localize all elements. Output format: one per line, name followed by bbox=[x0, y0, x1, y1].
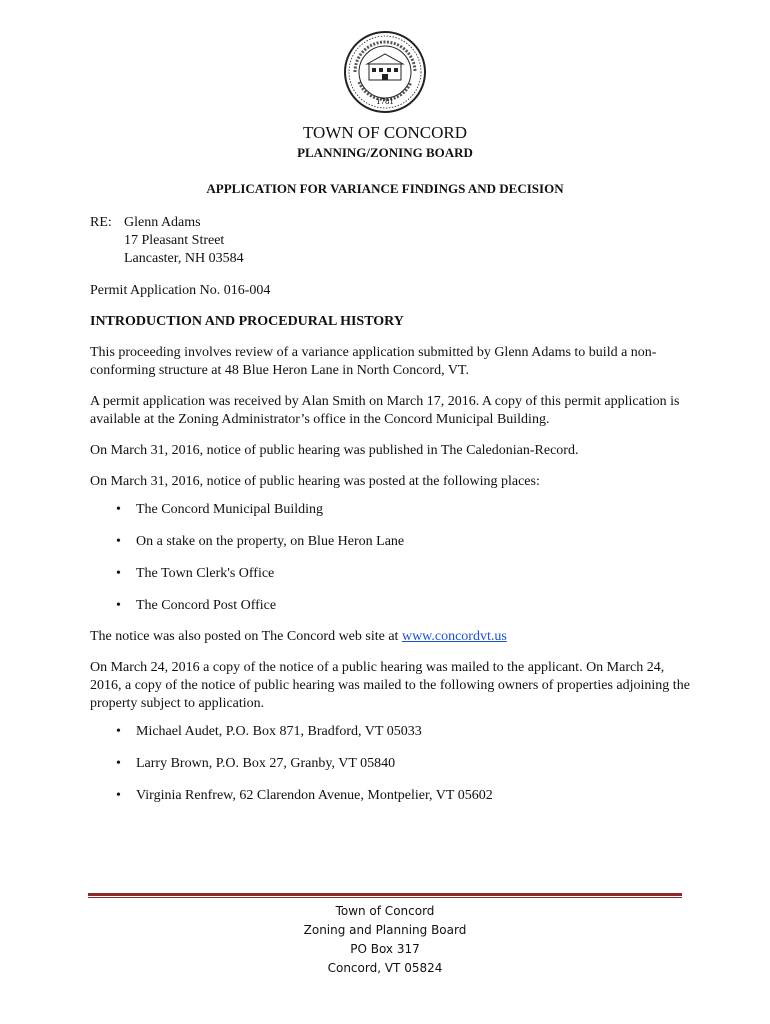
section-heading: INTRODUCTION AND PROCEDURAL HISTORY bbox=[90, 314, 404, 329]
website-link[interactable]: www.concordvt.us bbox=[401, 629, 507, 644]
bullet-icon: • bbox=[116, 724, 121, 739]
footer-divider bbox=[88, 893, 682, 896]
re-block bbox=[90, 214, 690, 268]
paragraph-published: On March 31, 2016, notice of public hearing was published in The Caledonian-Record. bbox=[90, 443, 579, 458]
document-body bbox=[90, 214, 690, 805]
adjoining-owners-list bbox=[90, 723, 690, 805]
list-item: • Virginia Renfrew, 62 Clarendon Avenue, Montpelier, VT 05602 bbox=[116, 788, 493, 803]
document-title: APPLICATION FOR VARIANCE FINDINGS AND DECISION bbox=[206, 181, 564, 196]
paragraph-permit-received: A permit application was received by Alan Smith on March 17, 2016. A copy of this permit application is available at the Zoning Administrator’s office in the Concord Municipal Building. bbox=[90, 394, 680, 427]
town-seal-logo bbox=[343, 30, 427, 114]
re-address bbox=[124, 214, 244, 268]
list-item: • The Concord Post Office bbox=[116, 598, 277, 613]
bullet-icon: • bbox=[116, 502, 121, 517]
town-name: TOWN OF CONCORD bbox=[302, 123, 468, 142]
paragraph-posted: On March 31, 2016, notice of public hearing was posted at the following places: bbox=[90, 474, 540, 489]
footer-line: Town of Concord bbox=[335, 904, 435, 918]
svg-text:1781: 1781 bbox=[376, 98, 394, 106]
list-item: • Michael Audet, P.O. Box 871, Bradford, VT 05033 bbox=[116, 724, 422, 739]
list-item: • The Concord Municipal Building bbox=[116, 502, 324, 517]
footer-line: PO Box 317 bbox=[350, 942, 420, 956]
paragraph-mailed: On March 24, 2016 a copy of the notice of a public hearing was mailed to the applicant. On March 24, 2016, a copy of the notice of public hearing was mailed to the following owners of properties adjoining the property subject to application. bbox=[90, 660, 690, 711]
paragraph-proceeding: This proceeding involves review of a variance application submitted by Glenn Adams to build a non-conforming structure at 48 Blue Heron Lane in North Concord, VT. bbox=[90, 345, 657, 378]
re-city: Lancaster, NH 03584 bbox=[124, 251, 244, 266]
paragraph-website: The notice was also posted on The Concord web site at www.concordvt.us bbox=[90, 629, 507, 644]
re-name: Glenn Adams bbox=[124, 215, 201, 230]
bullet-icon: • bbox=[116, 598, 121, 613]
bullet-icon: • bbox=[116, 788, 121, 803]
footer-line: Zoning and Planning Board bbox=[303, 923, 467, 937]
bullet-icon: • bbox=[116, 756, 121, 771]
footer-address bbox=[0, 902, 770, 978]
re-street: 17 Pleasant Street bbox=[124, 233, 225, 248]
bullet-icon: • bbox=[116, 534, 121, 549]
footer-divider-thin bbox=[88, 897, 682, 898]
permit-number: Permit Application No. 016-004 bbox=[90, 283, 271, 298]
re-label: RE: bbox=[90, 215, 112, 230]
footer-line: Concord, VT 05824 bbox=[327, 961, 443, 975]
list-item: • The Town Clerk's Office bbox=[116, 566, 275, 581]
posting-places-list bbox=[90, 501, 690, 615]
list-item: • Larry Brown, P.O. Box 27, Granby, VT 05840 bbox=[116, 756, 396, 771]
list-item: • On a stake on the property, on Blue Heron Lane bbox=[116, 534, 405, 549]
board-name: PLANNING/ZONING BOARD bbox=[297, 145, 473, 160]
bullet-icon: • bbox=[116, 566, 121, 581]
